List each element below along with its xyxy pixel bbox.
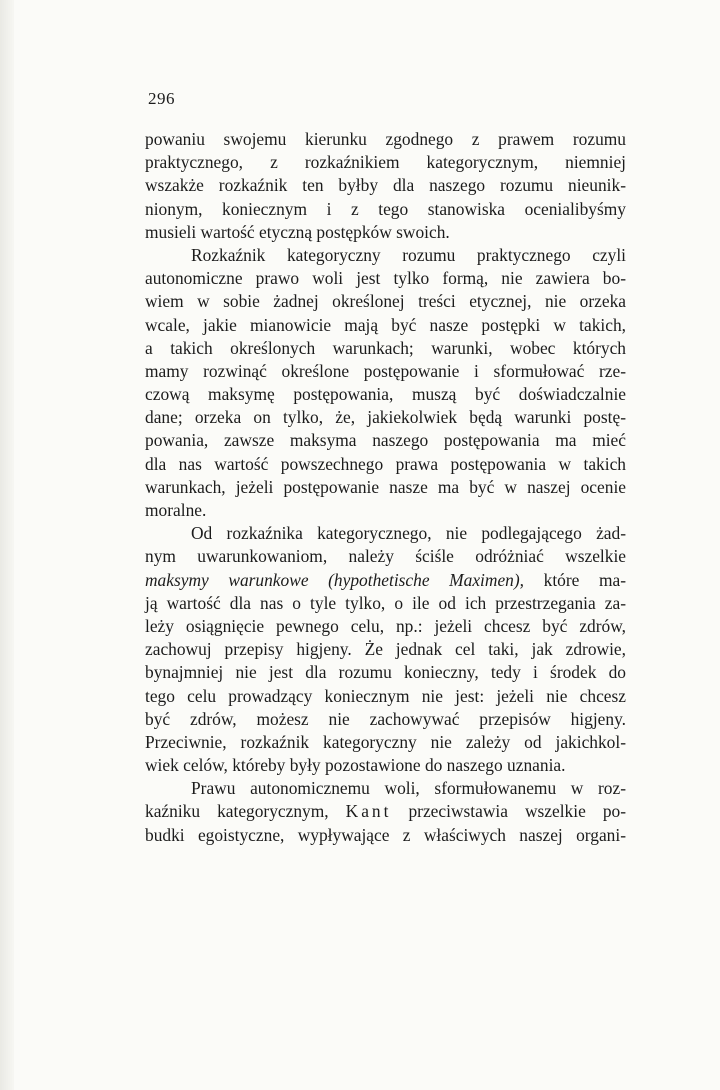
text-line: tego celu prowadzący koniecznym nie jest: jeżeli nie chcesz	[145, 685, 626, 706]
text-line: Rozkaźnik kategoryczny rozumu praktycznego czyli	[191, 244, 626, 265]
text-line: musieli wartość etyczną postępków swoich.	[145, 221, 450, 242]
text-line: powaniu swojemu kierunku zgodnego z prawem rozumu	[145, 129, 626, 149]
spaced-name: Kant	[345, 801, 392, 822]
text-line: powania, zawsze maksyma naszego postępowania ma mieć	[145, 430, 626, 451]
text-line-mixed	[145, 569, 626, 592]
text-line: ją wartość dla nas o tyle tylko, o ile od ich przestrzegania za-	[145, 592, 626, 613]
text-line: a takich określonych warunkach; warunki, wobec których	[145, 337, 626, 358]
text-line: nym uwarunkowaniom, należy ściśle odróżniać wszelkie	[145, 546, 626, 567]
text-line: wcale, jakie mianowicie mają być nasze postępki w takich,	[145, 314, 626, 335]
text-run: które ma-	[524, 569, 627, 590]
text-line: praktycznego, z rozkaźnikiem kategorycznym, niemniej	[145, 152, 626, 173]
text-line: moralne.	[145, 500, 207, 520]
text-line: warunkach, jeżeli postępowanie nasze ma być w naszej ocenie	[145, 476, 626, 497]
text-line: wiek celów, któreby były pozostawione do naszego uznania.	[145, 755, 566, 776]
paragraph-1	[145, 128, 626, 244]
italic-term: maksymy warunkowe (hypothetische Maximen),	[145, 569, 525, 590]
text-line: wiem w sobie żadnej określonej treści etycznej, nie orzeka	[145, 291, 626, 312]
text-run: kaźniku kategorycznym,	[145, 801, 346, 822]
paragraph-2	[145, 244, 626, 522]
body-text	[145, 128, 626, 847]
page-edge	[0, 0, 14, 1090]
paragraph-4	[145, 777, 626, 847]
text-line: być zdrów, możesz nie zachowywać przepisów higjeny.	[145, 708, 626, 729]
text-line: dane; orzeka on tylko, że, jakiekolwiek będą warunki postę-	[145, 407, 626, 428]
text-line: Przeciwnie, rozkaźnik kategoryczny nie zależy od jakichkol-	[145, 731, 626, 752]
text-line-mixed	[145, 800, 626, 823]
text-line: czową maksymę postępowania, muszą być doświadczalnie	[145, 384, 626, 405]
text-line: autonomiczne prawo woli jest tylko formą, nie zawiera bo-	[145, 268, 626, 289]
text-line: leży osiągnięcie pewnego celu, np.: jeżeli chcesz być zdrów,	[145, 615, 626, 636]
text-line: bynajmniej nie jest dla rozumu konieczny, tedy i środek do	[145, 662, 626, 683]
text-line: mamy rozwinąć określone postępowanie i sformułować rze-	[145, 360, 626, 381]
text-line: zachowuj przepisy higjeny. Że jednak cel taki, jak zdrowie,	[145, 639, 626, 660]
page-number: 296	[148, 89, 175, 108]
text-line: Od rozkaźnika kategorycznego, nie podlegającego żad-	[191, 523, 626, 544]
text-line: wszakże rozkaźnik ten byłby dla naszego rozumu nieunik-	[145, 175, 626, 196]
paragraph-3	[145, 522, 626, 777]
text-run: przeciwstawia wszelkie po-	[391, 801, 626, 822]
text-line: nionym, koniecznym i z tego stanowiska ocenialibyśmy	[145, 198, 626, 219]
text-line: Prawu autonomicznemu woli, sformułowanemu w roz-	[191, 778, 626, 799]
text-line: budki egoistyczne, wypływające z właściwych naszej organi-	[145, 824, 626, 845]
text-line: dla nas wartość powszechnego prawa postępowania w takich	[145, 453, 626, 474]
